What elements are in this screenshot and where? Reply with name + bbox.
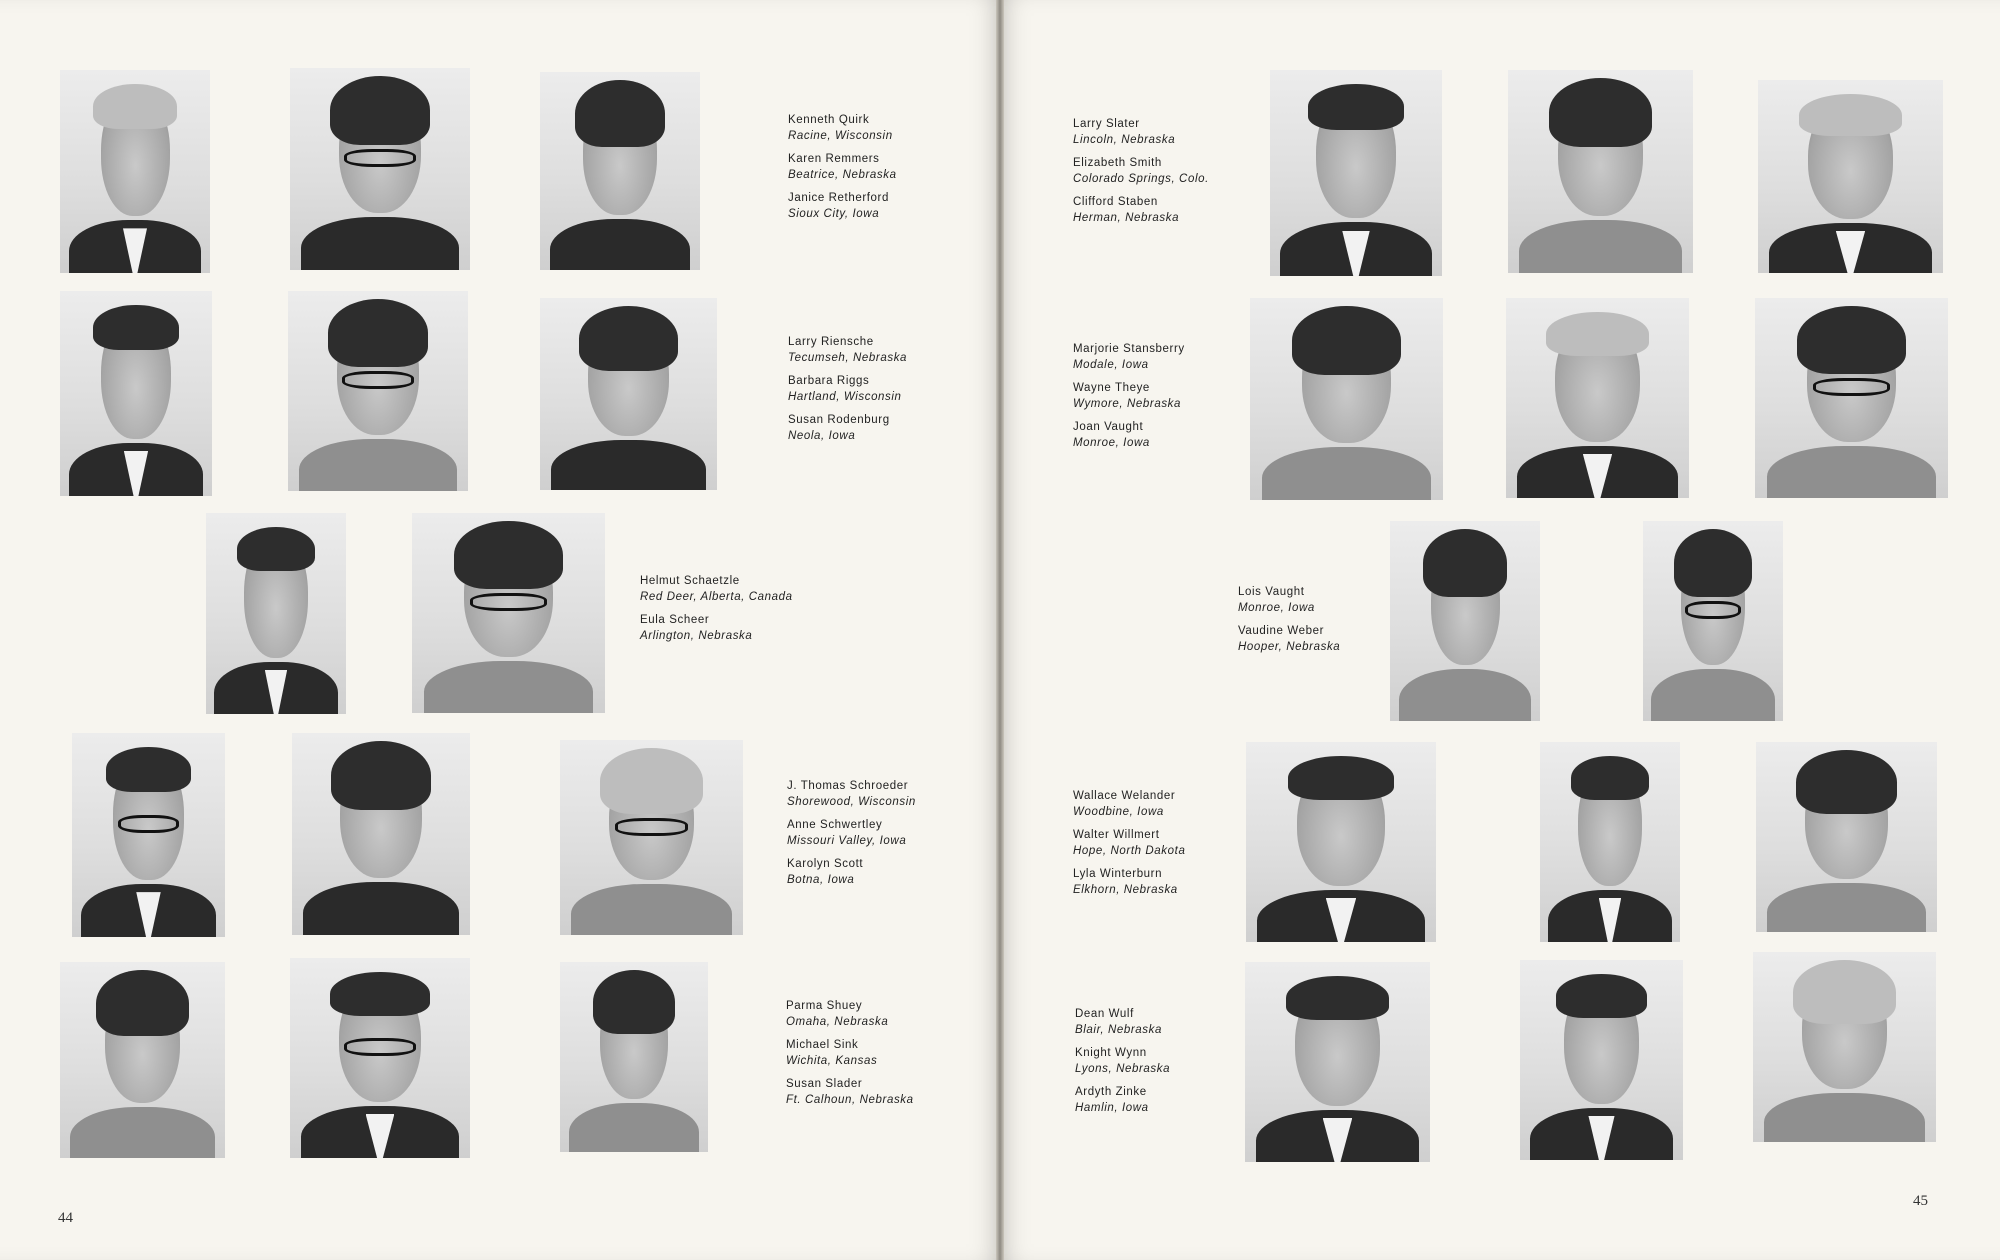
student-name: Dean Wulf: [1075, 1008, 1134, 1020]
student-entry: [1073, 788, 1185, 820]
student-name: Walter Willmert: [1073, 829, 1160, 841]
student-entry: [788, 334, 907, 366]
caption-group: [787, 778, 916, 895]
student-hometown: Lyons, Nebraska: [1075, 1063, 1171, 1075]
page-number-left: 44: [58, 1210, 73, 1226]
student-hometown: Hope, North Dakota: [1073, 845, 1186, 857]
student-name: Karolyn Scott: [787, 858, 864, 870]
portrait-barbara-riggs: [288, 291, 468, 491]
student-hometown: Hooper, Nebraska: [1238, 641, 1341, 653]
caption-group: [1238, 584, 1340, 662]
portrait-karen-remmers: [290, 68, 470, 270]
student-entry: [786, 998, 914, 1030]
student-hometown: Missouri Valley, Iowa: [787, 835, 907, 847]
student-entry: [1073, 155, 1209, 187]
student-entry: [1238, 623, 1340, 655]
portrait-joan-vaught: [1755, 298, 1948, 498]
portrait-knight-wynn: [1520, 960, 1683, 1160]
portrait-lyla-winterburn: [1756, 742, 1937, 932]
student-name: Helmut Schaetzle: [640, 575, 740, 587]
portrait-marjorie-stansberry: [1250, 298, 1443, 500]
portrait-walter-willmert: [1540, 742, 1680, 942]
student-entry: [1075, 1084, 1170, 1116]
portrait-susan-rodenburg: [540, 298, 717, 490]
student-name: Karen Remmers: [788, 153, 880, 165]
portrait-elizabeth-smith: [1508, 70, 1693, 273]
student-hometown: Beatrice, Nebraska: [788, 169, 897, 181]
portrait-janice-retherford: [540, 72, 700, 270]
caption-group: [788, 112, 897, 229]
caption-group: [786, 998, 914, 1115]
student-entry: [788, 151, 897, 183]
student-name: Elizabeth Smith: [1073, 157, 1162, 169]
student-entry: [788, 412, 907, 444]
student-name: Parma Shuey: [786, 1000, 863, 1012]
student-hometown: Hamlin, Iowa: [1075, 1102, 1149, 1114]
student-entry: [640, 612, 793, 644]
student-hometown: Monroe, Iowa: [1238, 602, 1315, 614]
student-name: Anne Schwertley: [787, 819, 883, 831]
student-name: Larry Slater: [1073, 118, 1140, 130]
student-entry: [1073, 194, 1209, 226]
student-entry: [788, 112, 897, 144]
student-hometown: Ft. Calhoun, Nebraska: [786, 1094, 914, 1106]
student-name: Wayne Theye: [1073, 382, 1150, 394]
student-hometown: Neola, Iowa: [788, 430, 856, 442]
student-entry: [640, 573, 793, 605]
student-entry: [1075, 1006, 1170, 1038]
student-entry: [786, 1037, 914, 1069]
portrait-dean-wulf: [1245, 962, 1430, 1162]
portrait-parma-shuey: [60, 962, 225, 1158]
student-hometown: Lincoln, Nebraska: [1073, 134, 1176, 146]
portrait-karolyn-scott: [560, 740, 743, 935]
portrait-anne-schwertley: [292, 733, 470, 935]
portrait-ardyth-zinke: [1753, 952, 1936, 1142]
student-hometown: Herman, Nebraska: [1073, 212, 1180, 224]
student-name: Wallace Welander: [1073, 790, 1176, 802]
student-name: Barbara Riggs: [788, 375, 870, 387]
student-hometown: Elkhorn, Nebraska: [1073, 884, 1178, 896]
portrait-j-thomas-schroeder: [72, 733, 225, 937]
caption-group: [1073, 788, 1185, 905]
caption-group: [1073, 341, 1185, 458]
student-name: Vaudine Weber: [1238, 625, 1325, 637]
portrait-michael-sink: [290, 958, 470, 1158]
portrait-lois-vaught: [1390, 521, 1540, 721]
student-entry: [1073, 866, 1185, 898]
portrait-wallace-welander: [1246, 742, 1436, 942]
student-hometown: Colorado Springs, Colo.: [1073, 173, 1209, 185]
portrait-helmut-schaetzle: [206, 513, 346, 714]
student-entry: [1075, 1045, 1170, 1077]
student-hometown: Wichita, Kansas: [786, 1055, 878, 1067]
student-hometown: Hartland, Wisconsin: [788, 391, 902, 403]
student-entry: [1073, 116, 1209, 148]
caption-group: [1075, 1006, 1170, 1123]
student-hometown: Woodbine, Iowa: [1073, 806, 1164, 818]
portrait-susan-slader: [560, 962, 708, 1152]
student-name: Susan Slader: [786, 1078, 863, 1090]
student-hometown: Modale, Iowa: [1073, 359, 1149, 371]
portrait-clifford-staben: [1758, 80, 1943, 273]
student-hometown: Blair, Nebraska: [1075, 1024, 1162, 1036]
student-entry: [1238, 584, 1340, 616]
student-hometown: Tecumseh, Nebraska: [788, 352, 908, 364]
student-name: Kenneth Quirk: [788, 114, 870, 126]
portrait-eula-scheer: [412, 513, 605, 713]
student-entry: [1073, 380, 1185, 412]
student-hometown: Red Deer, Alberta, Canada: [640, 591, 793, 603]
caption-group: [1073, 116, 1209, 233]
student-hometown: Shorewood, Wisconsin: [787, 796, 916, 808]
student-name: Clifford Staben: [1073, 196, 1158, 208]
student-entry: [788, 373, 907, 405]
student-name: Lyla Winterburn: [1073, 868, 1163, 880]
student-hometown: Omaha, Nebraska: [786, 1016, 889, 1028]
student-name: Janice Retherford: [788, 192, 889, 204]
student-entry: [786, 1076, 914, 1108]
student-entry: [1073, 341, 1185, 373]
student-name: Marjorie Stansberry: [1073, 343, 1185, 355]
student-entry: [787, 856, 916, 888]
portrait-wayne-theye: [1506, 298, 1689, 498]
student-hometown: Arlington, Nebraska: [640, 630, 753, 642]
student-hometown: Sioux City, Iowa: [788, 208, 880, 220]
student-hometown: Racine, Wisconsin: [788, 130, 893, 142]
student-entry: [1073, 419, 1185, 451]
portrait-larry-slater: [1270, 70, 1442, 276]
student-name: Eula Scheer: [640, 614, 710, 626]
student-hometown: Botna, Iowa: [787, 874, 855, 886]
student-entry: [787, 778, 916, 810]
portrait-kenneth-quirk: [60, 70, 210, 273]
book-spine: [996, 0, 1004, 1260]
student-hometown: Monroe, Iowa: [1073, 437, 1150, 449]
student-entry: [788, 190, 897, 222]
student-name: Ardyth Zinke: [1075, 1086, 1147, 1098]
student-name: Susan Rodenburg: [788, 414, 890, 426]
caption-group: [640, 573, 793, 651]
student-name: Michael Sink: [786, 1039, 859, 1051]
student-entry: [787, 817, 916, 849]
student-entry: [1073, 827, 1185, 859]
student-name: J. Thomas Schroeder: [787, 780, 909, 792]
caption-group: [788, 334, 907, 451]
student-hometown: Wymore, Nebraska: [1073, 398, 1182, 410]
student-name: Joan Vaught: [1073, 421, 1144, 433]
portrait-vaudine-weber: [1643, 521, 1783, 721]
student-name: Lois Vaught: [1238, 586, 1305, 598]
page-number-right: 45: [1913, 1193, 1928, 1209]
portrait-larry-riensche: [60, 291, 212, 496]
student-name: Larry Riensche: [788, 336, 874, 348]
student-name: Knight Wynn: [1075, 1047, 1147, 1059]
